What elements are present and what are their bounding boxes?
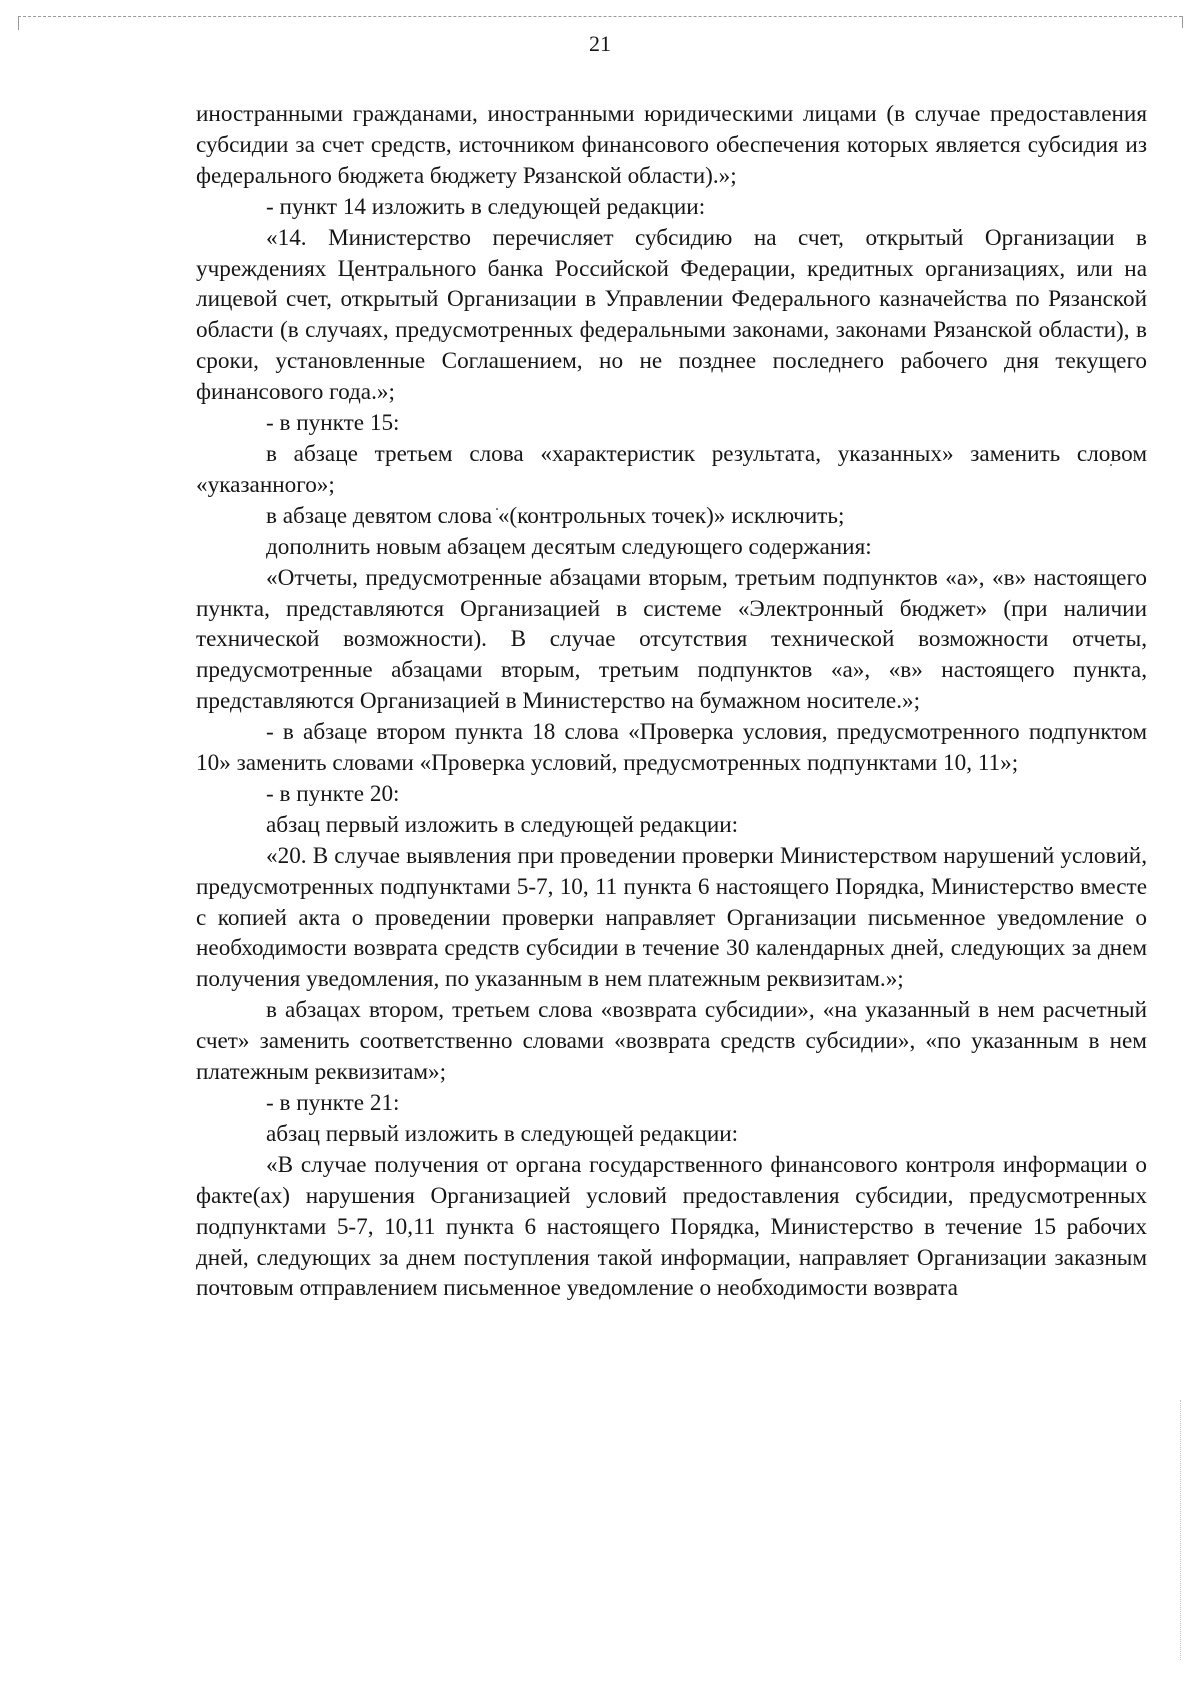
paragraph: иностранными гражданами, иностранными юридическими лицами (в случае предоставления субсидии за счет средств, источником финансового обеспечения которых является субсидия из федерального бюджета бюджету Рязанской области).»; xyxy=(196,101,1147,189)
paragraph: дополнить новым абзацем десятым следующего содержания: xyxy=(266,533,872,560)
paragraph: - в абзаце втором пункта 18 слова «Проверка условия, предусмотренного подпунктом 10» заменить словами «Проверка условий, предусмотренных подпунктами 10, 11»; xyxy=(196,719,1147,777)
paragraph: в абзацах втором, третьем слова «возврата субсидии», «на указанный в нем расчетный счет» заменить соответственно словами «возврата средств субсидии», «по указанным в нем платежным реквизитам»; xyxy=(196,997,1147,1086)
document-body xyxy=(196,99,1147,1304)
paragraph: в абзаце третьем слова «характеристик результата, указанных» заменить словом «указанного»; xyxy=(196,440,1147,498)
paragraph: - пункт 14 изложить в следующей редакции: xyxy=(266,193,706,220)
paragraph: «В случае получения от органа государственного финансового контроля информации о факте(ах) нарушения Организацией условий предоставления субсидии, предусмотренных подпунктами 5-7, 10,11 пункта 6 настоящего Порядка, Министерство в течение 15 рабочих дней, следующих за днем поступления такой информации, направляет Организации заказным почтовым отправлением письменное уведомление о необходимости возврата xyxy=(196,1151,1147,1302)
paragraph: - в пункте 21: xyxy=(266,1090,400,1116)
paragraph: «Отчеты, предусмотренные абзацами вторым, третьим подпунктов «а», «в» настоящего пункта, представляются Организацией в системе «Электронный бюджет» (при наличии технической возможности). В случае отсутствия технической возможности отчеты, предусмотренные абзацами вторым, третьим подпунктов «а», «в» настоящего пункта, представляются Организацией в Министерство на бумажном носителе.»; xyxy=(196,564,1147,715)
scan-edge-right xyxy=(1182,16,1183,28)
paragraph: в абзаце девятом слова «(контрольных точек)» исключить; xyxy=(266,502,845,529)
paragraph: - в пункте 15: xyxy=(266,410,400,437)
paragraph: абзац первый изложить в следующей редакции: xyxy=(266,811,739,838)
paragraph: «20. В случае выявления при проведении проверки Министерством нарушений условий, предусмотренных подпунктами 5-7, 10, 11 пункта 6 настоящего Порядка, Министерство вместе с копией акта о проведении проверки направляет Организации письменное уведомление о необходимости возврата средств субсидии в течение 30 календарных дней, следующих за днем получения уведомления, по указанным в нем платежным реквизитам.»; xyxy=(196,842,1147,993)
page-number: 21 xyxy=(589,31,611,56)
scan-edge-right-lower xyxy=(1180,1400,1181,1660)
scan-edge-left xyxy=(18,16,19,30)
scan-edge-top xyxy=(18,16,1182,17)
paragraph: - в пункте 20: xyxy=(266,780,400,807)
paragraph: абзац первый изложить в следующей редакции: xyxy=(266,1120,739,1147)
paragraph: «14. Министерство перечисляет субсидию на счет, открытый Организации в учреждениях Центрального банка Российской Федерации, кредитных организациях, или на лицевой счет, открытый Организации в Управлении Федерального казначейства по Рязанской области (в случаях, предусмотренных федеральными законами, законами Рязанской области), в сроки, установленные Соглашением, но не позднее последнего рабочего дня текущего финансового года.»; xyxy=(196,224,1147,406)
